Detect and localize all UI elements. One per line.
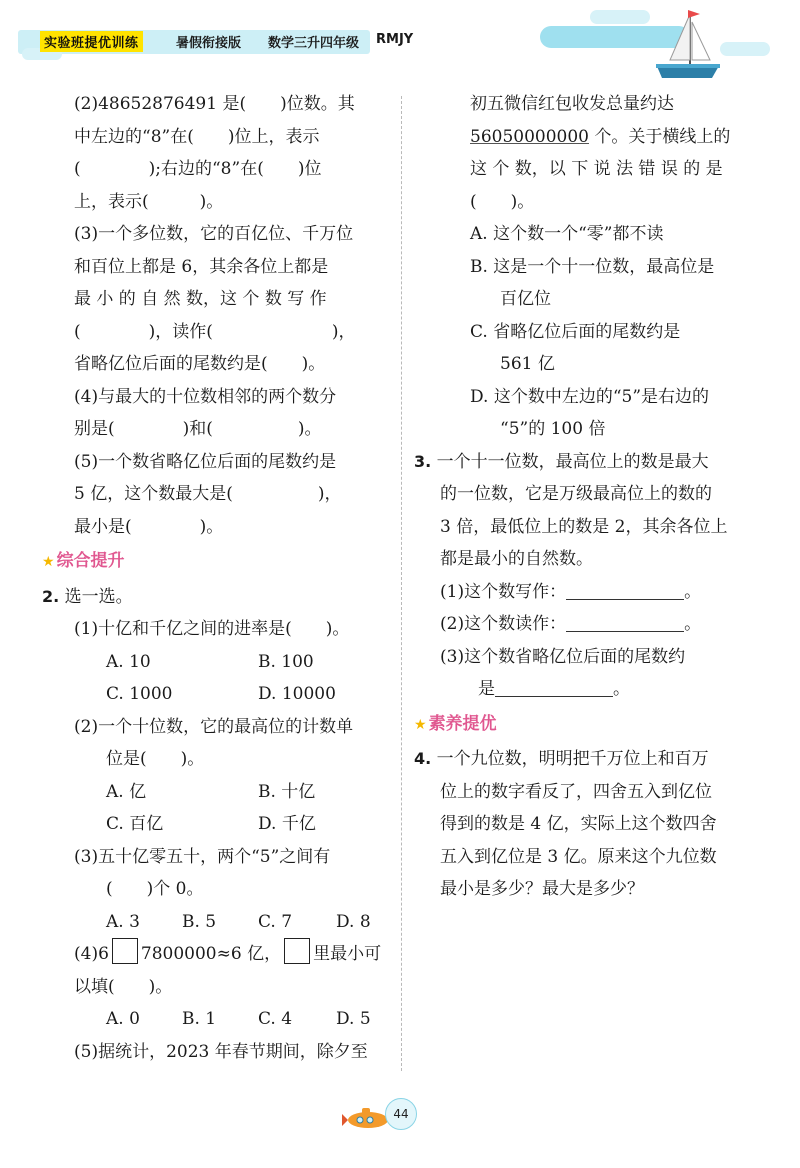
section-title: 素养提优 (428, 713, 497, 734)
option-b: B. 十亿 (258, 781, 316, 802)
options-row (74, 678, 396, 711)
question-1-5 (42, 446, 396, 544)
question-2-5-continued (414, 88, 772, 446)
option-c: C. 省略亿位后面的尾数约是 (470, 321, 681, 342)
cloud-decoration (720, 42, 770, 56)
text-line: 3 倍，最低位上的数是 2，其余各位上 (440, 516, 728, 537)
text-line: ( )个 0。 (106, 879, 204, 899)
options-row (74, 906, 396, 939)
options-row (74, 776, 396, 809)
text-line: (4)与最大的十位数相邻的两个数分 (74, 386, 337, 407)
options-row (74, 1003, 396, 1036)
text-line: 5 亿，这个数最大是( )， (74, 484, 342, 504)
sub-question: (1)这个数写作： (440, 581, 567, 602)
edition-label: 暑假衔接版 (176, 36, 242, 51)
text-segment: 是 (478, 679, 495, 699)
option-a: A. 3 (106, 911, 140, 932)
answer-blank[interactable] (495, 678, 613, 697)
option-c: C. 4 (258, 1009, 293, 1029)
punctuation: 。 (613, 679, 630, 699)
question-number: 4. (414, 749, 432, 768)
text-segment: 7800000≈6 亿， (140, 944, 282, 964)
text-line: 得到的数是 4 亿，实际上这个数四舍 (440, 814, 717, 834)
section-heading-literacy (414, 708, 772, 742)
text-segment: 里最小可 (313, 944, 382, 964)
question-4 (414, 743, 772, 906)
text-line: 最小是( )。 (74, 516, 224, 537)
fill-in-box[interactable] (112, 938, 138, 964)
text-line: 的一位数，它是万级最高位上的数的 (440, 484, 712, 504)
text-line: ( )。 (470, 191, 535, 212)
question-text: 一个九位数，明明把千万位上和百万 (436, 749, 709, 769)
option-b: B. 1 (182, 1009, 217, 1029)
option-d: D. 5 (336, 1009, 371, 1029)
options-row (74, 808, 396, 841)
question-2-3 (42, 841, 396, 939)
question-1-4 (42, 381, 396, 446)
series-badge: 实验班提优训练 (40, 31, 143, 52)
sailboat-icon (652, 6, 724, 82)
option-a: A. 亿 (106, 781, 147, 802)
star-icon: ★ (42, 554, 55, 570)
text-line: (5)据统计，2023 年春节期间，除夕至 (74, 1041, 368, 1062)
text-line: ( );右边的“8”在( )位 (74, 159, 322, 179)
submarine-icon (340, 1106, 392, 1130)
option-d-continued: “5”的 100 倍 (500, 419, 606, 439)
question-text: 选一选。 (64, 586, 133, 607)
text-segment: 个。关于横线上的 (588, 126, 731, 147)
text-line: 位是( )。 (106, 749, 205, 769)
answer-blank[interactable] (566, 613, 684, 632)
question-number: 2. (42, 586, 60, 606)
question-2-4 (42, 938, 396, 1036)
option-a: A. 这个数一个“零”都不读 (470, 224, 664, 244)
option-c: C. 百亿 (106, 814, 164, 834)
text-line: 最 小 的 自 然 数，这 个 数 写 作 (74, 289, 327, 309)
question-3 (414, 446, 772, 706)
question-2 (42, 581, 396, 614)
text-line: 这 个 数，以 下 说 法 错 误 的 是 (470, 159, 723, 179)
text-line: (3)五十亿零五十，两个“5”之间有 (74, 846, 331, 867)
text-line: 中左边的“8”在( )位上，表示 (74, 126, 320, 147)
left-column (42, 88, 396, 1068)
text-line: 初五微信红包收发总量约达 (470, 94, 674, 114)
text-segment: (4)6 (74, 944, 109, 964)
options-row (74, 646, 396, 679)
star-icon: ★ (414, 716, 427, 733)
text-line: 省略亿位后面的尾数约是( )。 (74, 354, 326, 374)
section-title: 综合提升 (56, 551, 125, 571)
option-b: B. 100 (258, 651, 314, 672)
option-d: D. 千亿 (258, 814, 316, 834)
question-2-2 (42, 711, 396, 841)
column-divider (401, 96, 402, 1071)
question-text: 一个十一位数，最高位上的数是最大 (436, 451, 709, 472)
text-line: 五入到亿位是 3 亿。原来这个九位数 (440, 846, 717, 867)
text-line: (3)一个多位数，它的百亿位、千万位 (74, 224, 354, 244)
option-c-continued: 561 亿 (500, 354, 555, 374)
text-line: (2)一个十位数，它的最高位的计数单 (74, 716, 354, 737)
option-d: D. 10000 (258, 684, 336, 704)
option-d: D. 这个数中左边的“5”是右边的 (470, 386, 710, 407)
text-line: 上，表示( )。 (74, 191, 224, 212)
text-line: 最小是多少？最大是多少？ (440, 879, 644, 899)
option-a: A. 0 (106, 1009, 140, 1029)
option-b-continued: 百亿位 (500, 289, 551, 309)
punctuation: 。 (684, 581, 702, 602)
page-number: 44 (385, 1098, 417, 1130)
underlined-number: 56050000000 (470, 126, 589, 147)
sub-question: (2)这个数读作： (440, 614, 567, 634)
option-d: D. 8 (336, 911, 371, 932)
text-line: 别是( )和( )。 (74, 419, 322, 439)
right-column (414, 88, 772, 906)
question-2-5-start (42, 1036, 396, 1069)
question-1-3 (42, 218, 396, 381)
option-b: B. 这是一个十一位数，最高位是 (470, 256, 715, 277)
question-1-2 (42, 88, 396, 218)
option-b: B. 5 (182, 911, 217, 932)
publisher-code: RMJY (376, 32, 414, 47)
text-line: (5)一个数省略亿位后面的尾数约是 (74, 451, 337, 472)
text-line: 位上的数字看反了，四舍五入到亿位 (440, 781, 712, 802)
question-2-1 (42, 613, 396, 711)
option-a: A. 10 (106, 651, 151, 672)
text-line: (1)十亿和千亿之间的进率是( )。 (74, 619, 350, 639)
text-line: 和百位上都是 6，其余各位上都是 (74, 256, 329, 277)
option-c: C. 1000 (106, 684, 173, 704)
punctuation: 。 (684, 614, 702, 634)
cloud-decoration (590, 10, 650, 24)
text-line: 以填( )。 (74, 976, 173, 997)
question-number: 3. (414, 451, 432, 471)
text-line: ( )，读作( )， (74, 321, 356, 342)
page-header (0, 0, 800, 100)
text-line: 都是最小的自然数。 (440, 549, 593, 569)
section-heading-comprehensive (42, 545, 396, 579)
option-c: C. 7 (258, 911, 293, 932)
text-line: (2)48652876491 是( )位数。其 (74, 94, 355, 114)
fill-in-box[interactable] (284, 938, 310, 964)
answer-blank[interactable] (566, 581, 684, 600)
subject-label: 数学三升四年级 (268, 36, 360, 51)
sub-question: (3)这个数省略亿位后面的尾数约 (440, 646, 686, 667)
